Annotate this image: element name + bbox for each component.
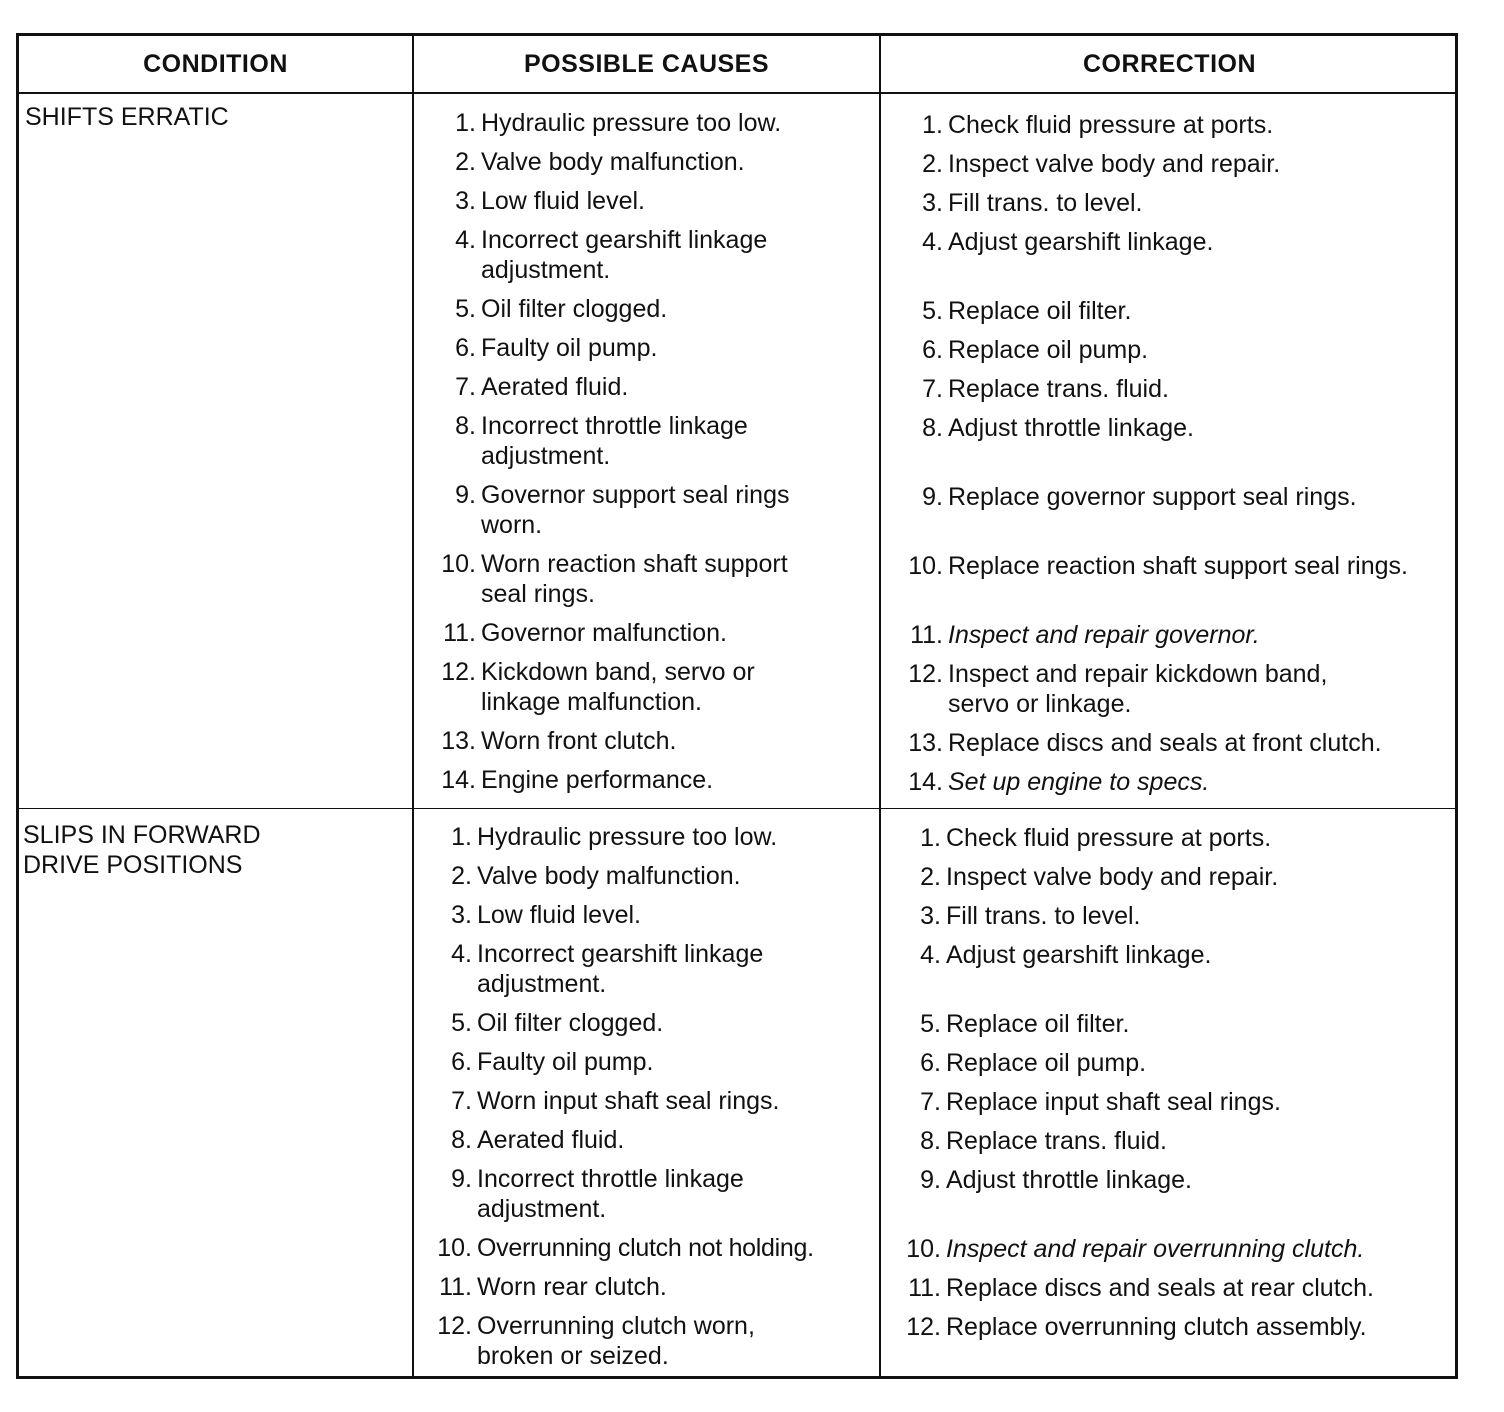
header-correction: CORRECTION bbox=[1082, 50, 1257, 78]
troubleshooting-table: CONDITION POSSIBLE CAUSES CORRECTION SHIFTS ERRATIC SLIPS IN FORWARD DRIVE POSITIONS 1. Hydraulic pressure too low. 2. Valve body malfunction. 3. Low fluid level. 4. Incorrect gearshift linkage adjustment. 5. Oil filter clogged. 6. Faulty oil pump. 7. Aerated fluid. 8. Incorrect throttle linkage adjustment. 9. Governor support seal rings worn. 10. Worn reaction shaft support seal rings. 11. Governor malfunction. 12. Kickdown band, servo or linkage malfunction. 13. Worn front clutch. 14. Engine performance. 1. Check fluid pressure at ports. 2. Inspect valve body and repair. 3. Fill trans. to level. 4. Adjust gearshift linkage. 5. Replace oil filter. 6. Replace oil pump. 7. Replace trans. fluid. 8. Adjust throttle linkage. 9. Replace governor support seal rings. 10. Replace reaction shaft support seal rings. 11. Inspect and repair governor. 12. Inspect and repair kickdown band, servo or linkage. 13. Replace discs and seals at front clutch. 14. Set up engine to specs. 1. Hydraulic pressure too low. 2. Valve body malfunction. 3. Low fluid level. 4. Incorrect gearshift linkage adjustment. 5. Oil filter clogged. 6. Faulty oil pump. 7. Worn input shaft seal rings. 8. Aerated fluid. 9. Incorrect throttle linkage adjustment. 10. Overrunning clutch not holding. 11. Worn rear clutch. 12. Overrunning clutch worn, broken or seized. 1. Check fluid pressure at ports. 2. Inspect valve body and repair. 3. Fill trans. to level. 4. Adjust gearshift linkage. 5. Replace oil filter. 6. Replace oil pump. 7. Replace input shaft seal rings. 8. Replace trans. fluid. 9. Adjust throttle linkage. 10. Inspect and repair overrunning clutch. 11. Replace discs and seals at rear clutch. 12. Replace overrunning clutch assembly. bbox=[16, 33, 1458, 1379]
condition-cell: SLIPS IN FORWARD DRIVE POSITIONS bbox=[23, 821, 261, 879]
header-possible-causes: POSSIBLE CAUSES bbox=[523, 50, 770, 78]
column-divider bbox=[879, 36, 881, 1376]
column-divider bbox=[412, 36, 414, 1376]
header-condition: CONDITION bbox=[143, 50, 288, 78]
condition-cell: SHIFTS ERRATIC bbox=[25, 103, 229, 131]
section-divider bbox=[19, 808, 1455, 809]
